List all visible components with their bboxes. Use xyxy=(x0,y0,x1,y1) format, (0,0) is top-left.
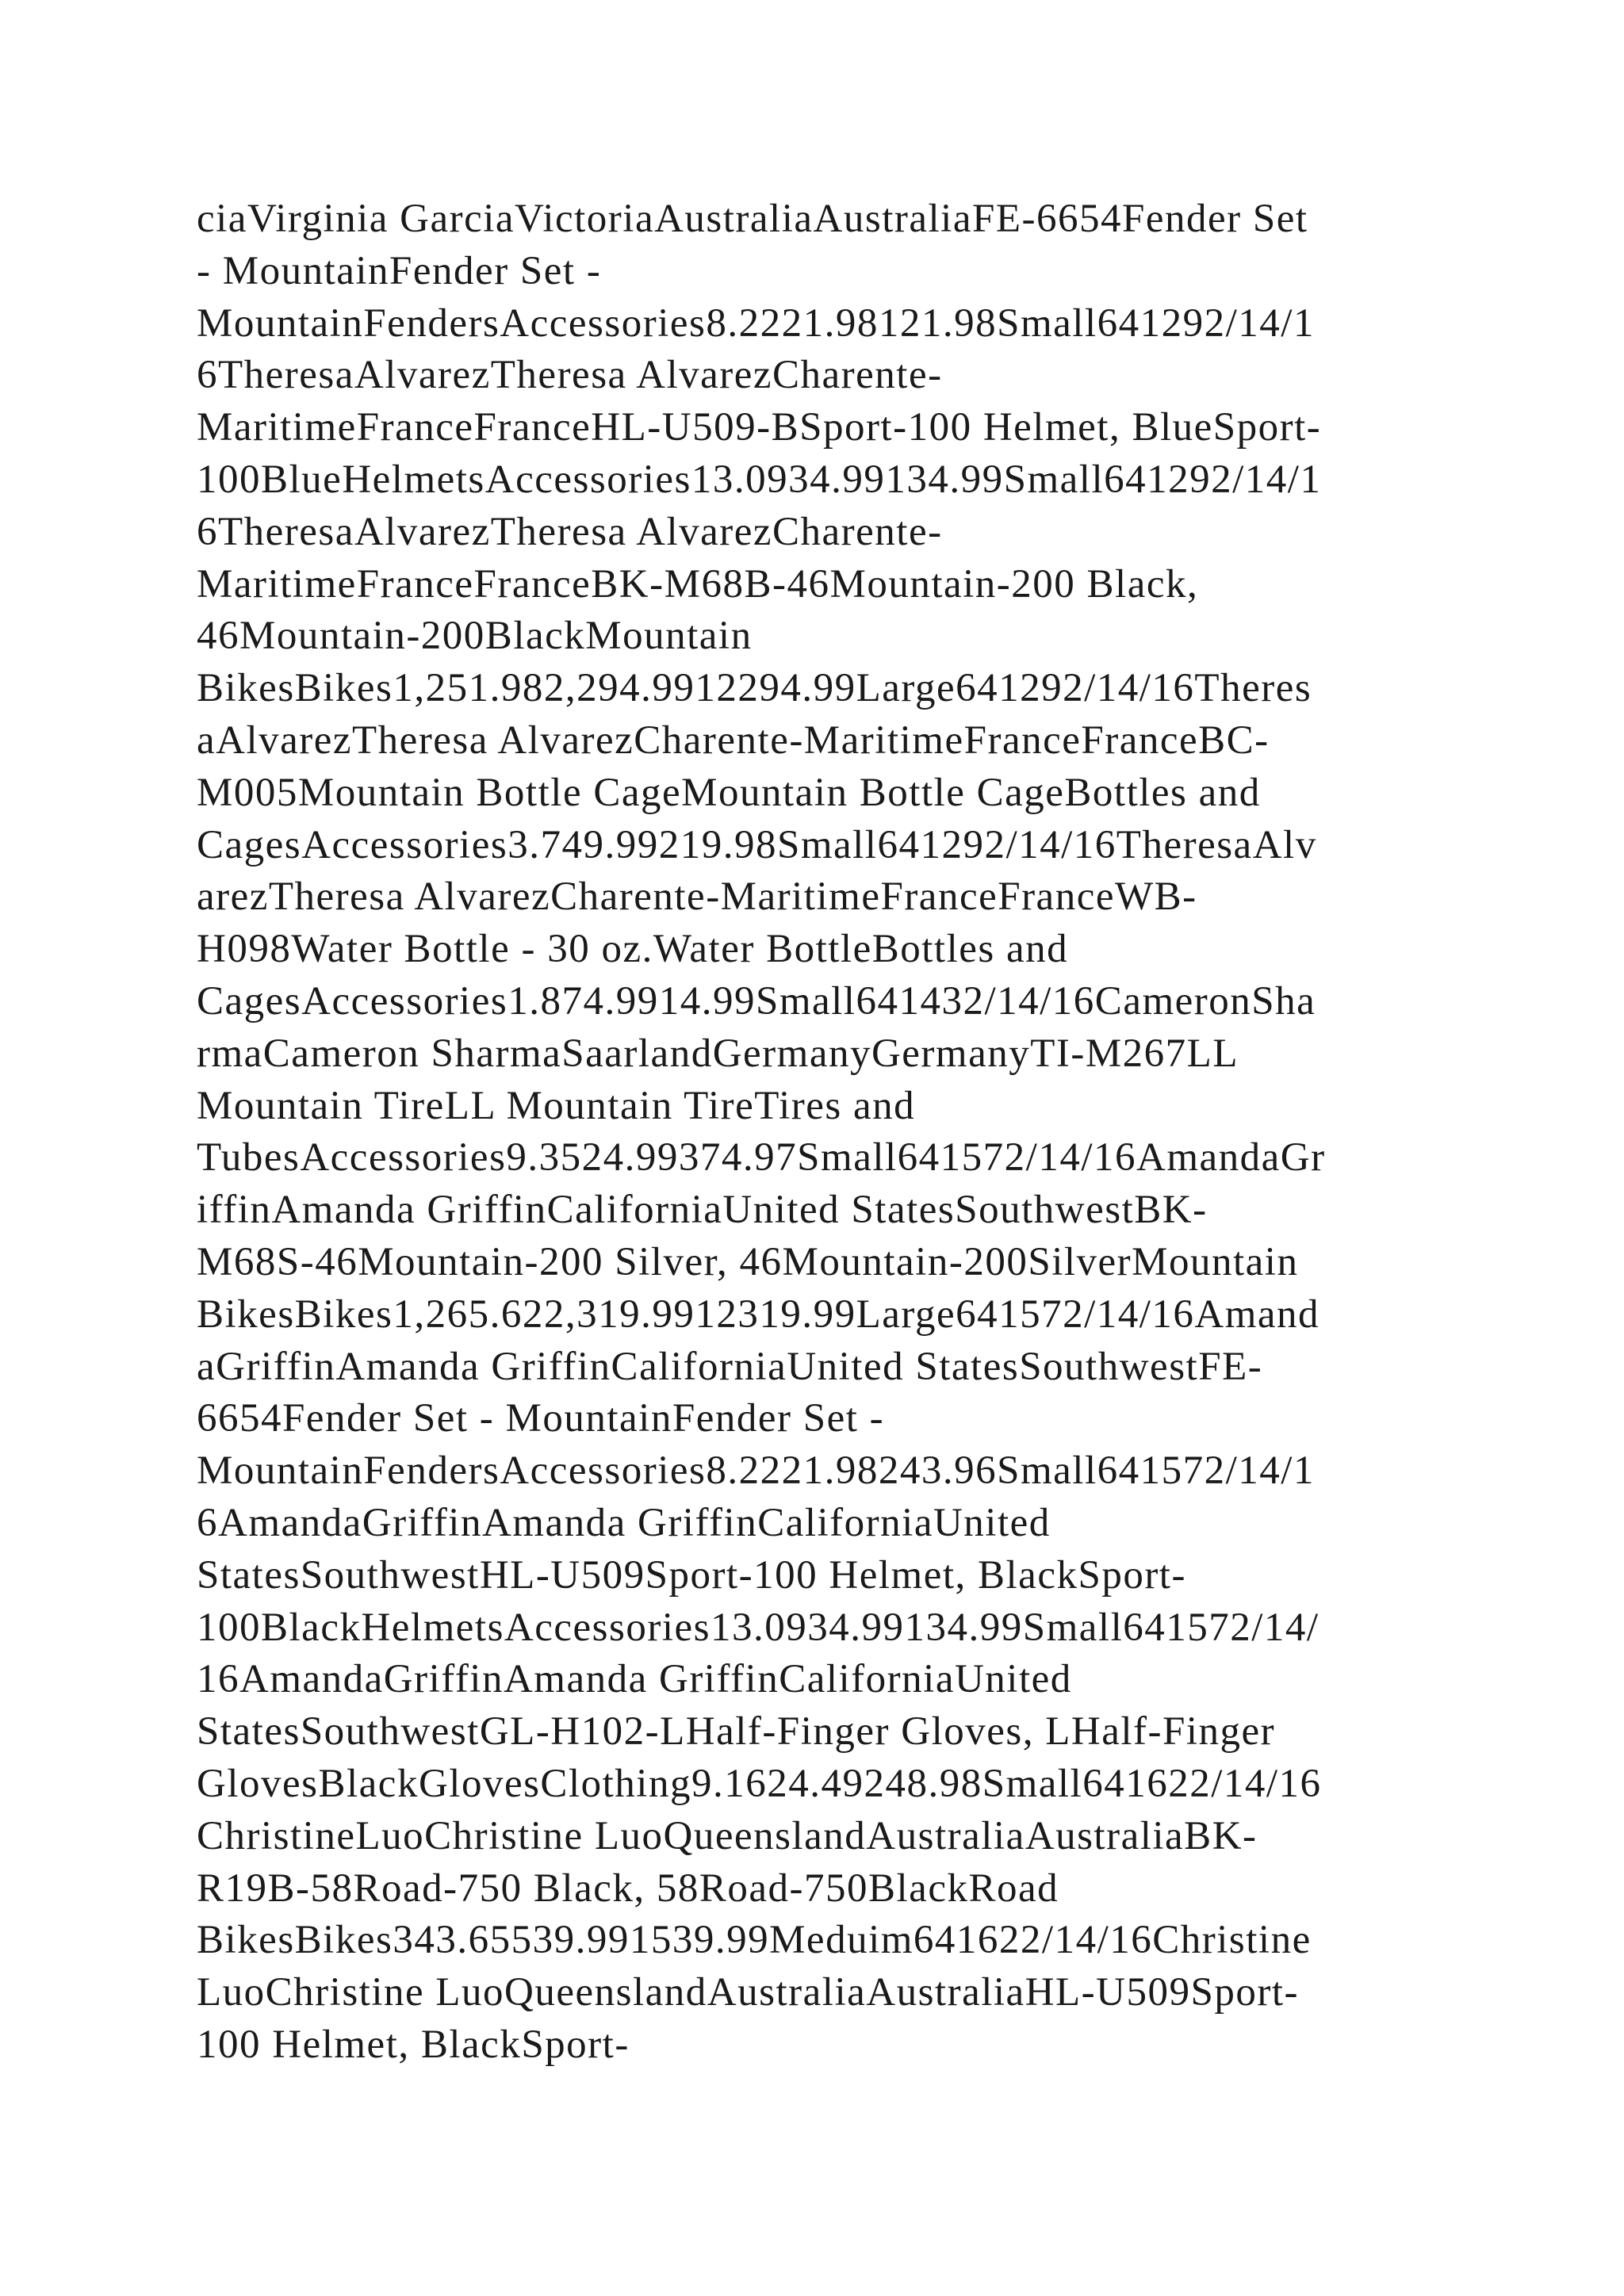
text-line: 6TheresaAlvarezTheresa AlvarezCharente- xyxy=(197,509,943,554)
text-line: BikesBikes1,265.622,319.9912319.99Large641572/14/16Amand xyxy=(197,1292,1320,1337)
text-line: 100 Helmet, BlackSport- xyxy=(197,2022,630,2067)
text-line: M005Mountain Bottle CageMountain Bottle CageBottles and xyxy=(197,770,1261,815)
text-line: H098Water Bottle - 30 oz.Water BottleBottles and xyxy=(197,927,1069,972)
text-line: StatesSouthwestHL-U509Sport-100 Helmet, BlackSport- xyxy=(197,1552,1186,1598)
text-line: MaritimeFranceFranceBK-M68B-46Mountain-200 Black, xyxy=(197,561,1199,607)
text-line: 6654Fender Set - MountainFender Set - xyxy=(197,1396,885,1441)
text-line: BikesBikes343.65539.991539.99Meduim641622/14/16Christine xyxy=(197,1918,1312,1963)
text-line: ciaVirginia GarciaVictoriaAustraliaAustraliaFE-6654Fender Set xyxy=(197,197,1308,241)
text-line: MountainFendersAccessories8.2221.98121.98Small641292/14/1 xyxy=(197,300,1315,346)
text-line: BikesBikes1,251.982,294.9912294.99Large641292/14/16Theres xyxy=(197,666,1312,711)
text-line: arezTheresa AlvarezCharente-MaritimeFranceFranceWB- xyxy=(197,874,1197,920)
text-line: Mountain TireLL Mountain TireTires and xyxy=(197,1083,916,1128)
text-line: aAlvarezTheresa AlvarezCharente-MaritimeFranceFranceBC- xyxy=(197,718,1270,763)
text-line: rmaCameron SharmaSaarlandGermanyGermanyTI-M267LL xyxy=(197,1031,1239,1076)
text-line: 6AmandaGriffinAmanda GriffinCaliforniaUnited xyxy=(197,1500,1051,1545)
text-line: iffinAmanda GriffinCaliforniaUnited StatesSouthwestBK- xyxy=(197,1188,1208,1233)
text-line: 100BlackHelmetsAccessories13.0934.99134.99Small641572/14/ xyxy=(197,1605,1320,1650)
text-line: 46Mountain-200BlackMountain xyxy=(197,614,753,659)
text-line: 6TheresaAlvarezTheresa AlvarezCharente- xyxy=(197,353,943,398)
text-line: - MountainFender Set - xyxy=(197,248,602,293)
text-line: GlovesBlackGlovesClothing9.1624.49248.98Small641622/14/16 xyxy=(197,1761,1322,1806)
document-text-block xyxy=(197,193,1450,2072)
text-line: MountainFendersAccessories8.2221.98243.96Small641572/14/1 xyxy=(197,1448,1315,1494)
text-line: CagesAccessories3.749.99219.98Small641292/14/16TheresaAlv xyxy=(197,822,1317,867)
text-line: 16AmandaGriffinAmanda GriffinCaliforniaUnited xyxy=(197,1657,1072,1702)
text-line: M68S-46Mountain-200 Silver, 46Mountain-200SilverMountain xyxy=(197,1239,1299,1284)
text-line: LuoChristine LuoQueenslandAustraliaAustraliaHL-U509Sport- xyxy=(197,1970,1299,2015)
text-line: MaritimeFranceFranceHL-U509-BSport-100 Helmet, BlueSport- xyxy=(197,405,1322,450)
text-line: StatesSouthwestGL-H102-LHalf-Finger Gloves, LHalf-Finger xyxy=(197,1709,1276,1755)
text-line: TubesAccessories9.3524.99374.97Small641572/14/16AmandaGr xyxy=(197,1135,1326,1181)
text-line: 100BlueHelmetsAccessories13.0934.99134.99Small641292/14/1 xyxy=(197,457,1322,502)
text-line: R19B-58Road-750 Black, 58Road-750BlackRoad xyxy=(197,1866,1059,1911)
text-line: aGriffinAmanda GriffinCaliforniaUnited StatesSouthwestFE- xyxy=(197,1344,1263,1389)
text-line: ChristineLuoChristine LuoQueenslandAustraliaAustraliaBK- xyxy=(197,1813,1258,1858)
text-line: CagesAccessories1.874.9914.99Small641432/14/16CameronSha xyxy=(197,978,1316,1024)
